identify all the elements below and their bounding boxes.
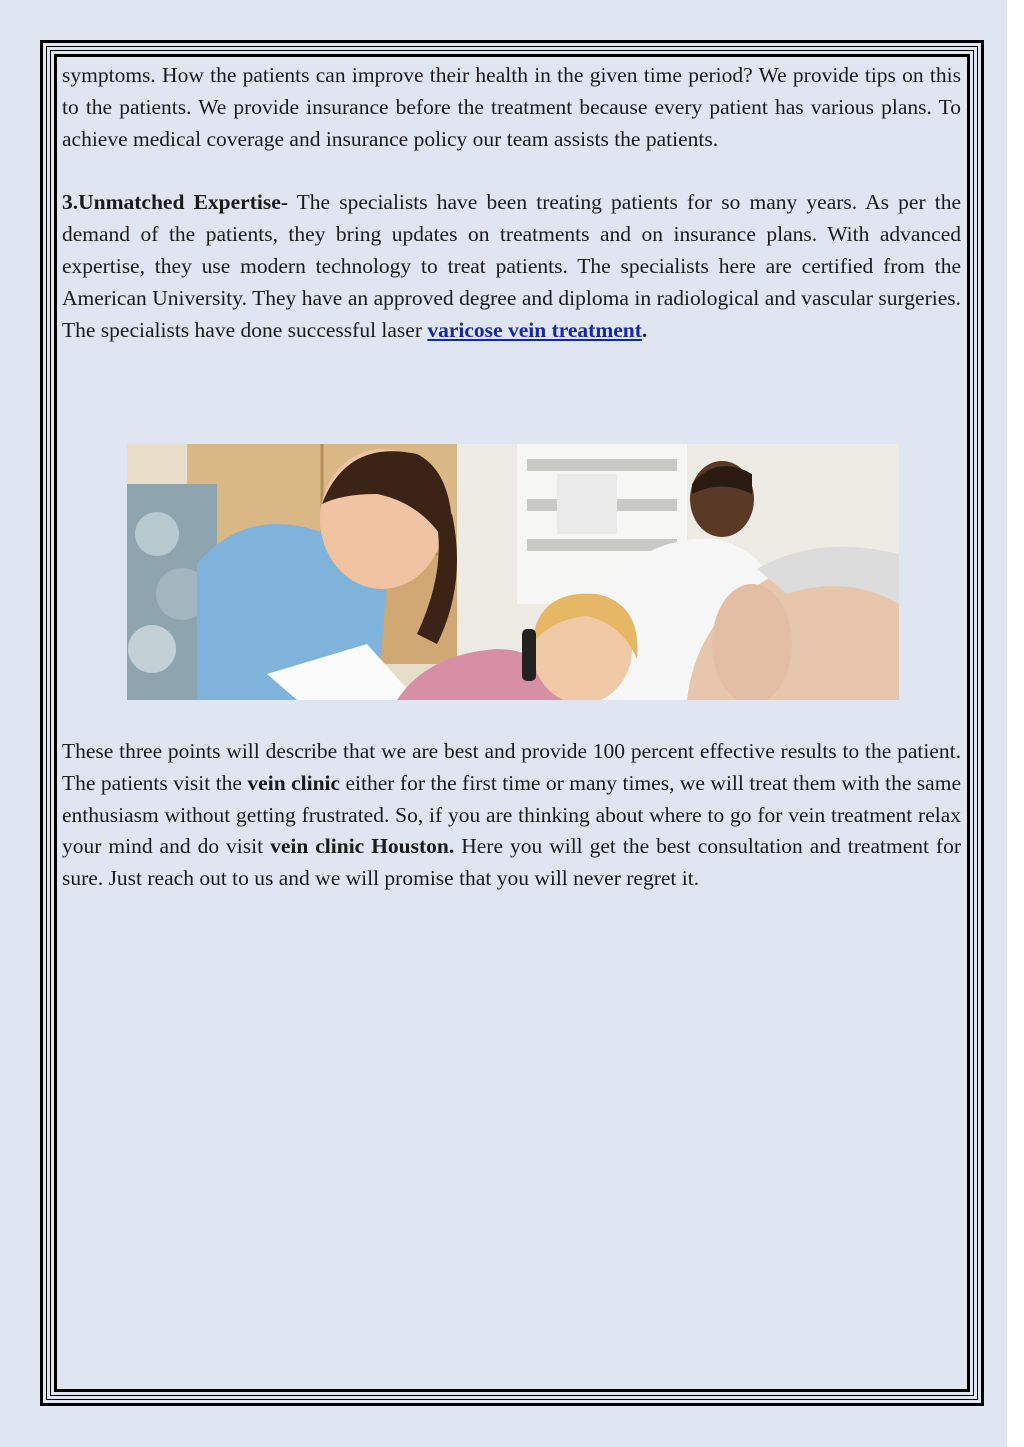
expertise-heading: 3.Unmatched Expertise-	[62, 190, 288, 215]
paragraph-conclusion: These three points will describe that we are best and provide 100 percent effective results to the patient. The patients visit the vein clinic either for the first time or many times, we will treat them with the same enthusiasm without getting frustrated. So, if you are thinking about where to go for vein treatment relax your mind and do visit vein clinic Houston. Here you will get the best consultation and treatment for sure. Just reach out to us and we will promise that you will never regret it.	[62, 739, 962, 891]
paragraph-insurance: symptoms. How the patients can improve their health in the given time period? We provide tips on this to the patients. We provide insurance before the treatment because every patient has various plans. To achieve medical coverage and insurance policy our team assists the patients.	[62, 63, 961, 151]
paragraph-expertise: 3.Unmatched Expertise- The specialists have been treating patients for so many years. As per the demand of the patients, they bring updates on treatments and on insurance plans. With advanced expertise, they use modern technology to treat patients. The specialists here are certified from the American University. They have an approved degree and diploma in radiological and vascular surgeries. The specialists have done successful laser varicose vein treatment.	[62, 190, 962, 342]
vein-clinic-text: vein clinic	[247, 770, 341, 795]
document-body	[62, 60, 961, 346]
vein-clinic-houston-text: vein clinic Houston.	[270, 834, 455, 859]
varicose-vein-treatment-link[interactable]: varicose vein treatment	[427, 317, 642, 342]
page-edge-strip	[1007, 0, 1024, 1447]
closing-section	[62, 736, 961, 895]
medical-staff-photo	[127, 444, 899, 700]
